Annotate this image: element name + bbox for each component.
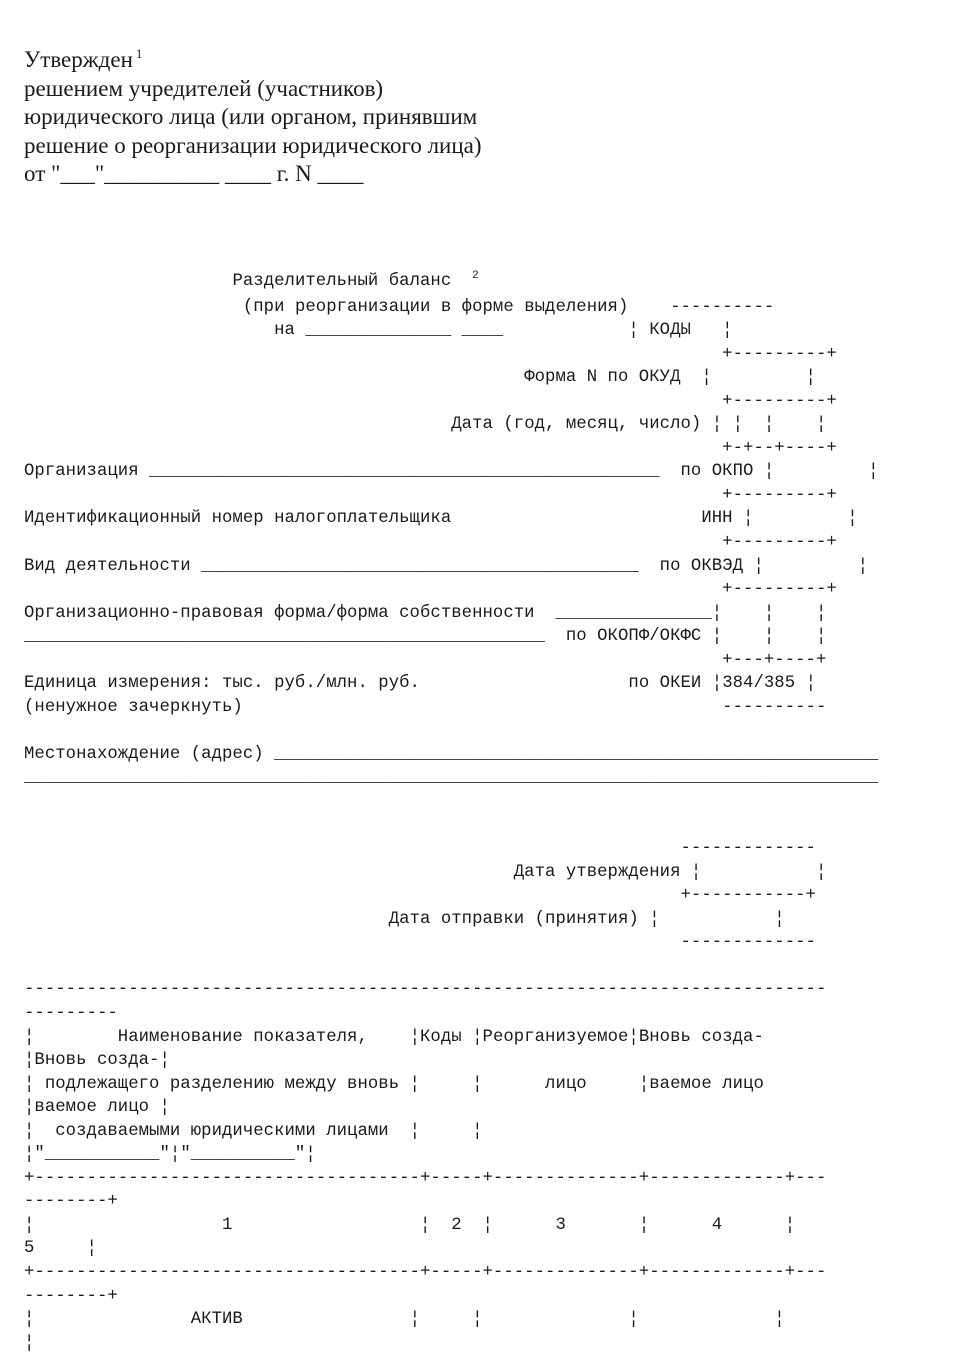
table-col3-line2: лицо bbox=[545, 1074, 587, 1094]
inn-code: ИНН bbox=[701, 509, 733, 529]
table-col5-line1: Вновь созда- bbox=[34, 1051, 160, 1071]
address-blank-2: __________________________________________________________________________________ bbox=[24, 768, 879, 788]
activity-label: Вид деятельности bbox=[24, 556, 191, 576]
activity-blank: __________________________________________ bbox=[201, 556, 639, 576]
opf-blank-2: __________________________________________________ bbox=[24, 627, 546, 647]
approval-line-4: решение о реорганизации юридического лица) bbox=[24, 132, 482, 158]
unit-label: Единица измерения: тыс. руб./млн. руб. bbox=[24, 674, 420, 694]
approval-title-line bbox=[24, 46, 482, 75]
okved-label: по ОКВЭД bbox=[659, 556, 744, 576]
opf-label: Организационно-правовая форма/форма собственности bbox=[24, 603, 535, 623]
form-date-line: на ______________ ____ bbox=[274, 321, 504, 341]
table-date-blank-b: "__________" bbox=[180, 1145, 306, 1165]
okei-value: 384/385 bbox=[722, 674, 796, 694]
table-col2-header: Коды bbox=[420, 1027, 462, 1047]
col-number-5: 5 bbox=[24, 1239, 35, 1259]
table-col4-line2: ваемое лицо bbox=[649, 1074, 764, 1094]
address-blank-1: __________________________________________________________ bbox=[274, 744, 879, 764]
unit-note: (ненужное зачеркнуть) bbox=[24, 697, 243, 717]
address-label: Местонахождение (адрес) bbox=[24, 744, 264, 764]
approval-line-2: решением учредителей (участников) bbox=[24, 75, 384, 101]
table-col4-line1: Вновь созда- bbox=[638, 1027, 764, 1047]
col-number-1: 1 bbox=[222, 1215, 233, 1235]
approval-line-3: юридического лица (или органом, принявшим bbox=[24, 104, 478, 130]
form-title: Разделительный баланс bbox=[232, 272, 452, 291]
section-active: АКТИВ bbox=[190, 1310, 243, 1330]
col-number-4: 4 bbox=[711, 1215, 723, 1235]
approval-block bbox=[24, 46, 482, 189]
approval-date-label: Дата утверждения bbox=[513, 862, 681, 882]
col-number-2: 2 bbox=[451, 1215, 462, 1235]
table-col1-line1: Наименование показателя, bbox=[117, 1027, 368, 1047]
footnote-2: 2 bbox=[472, 270, 479, 282]
inn-label: Идентификационный номер налогоплательщика bbox=[24, 509, 452, 529]
okei-label: по ОКЕИ bbox=[628, 674, 702, 694]
okopf-label: по ОКОПФ/ОКФС bbox=[565, 627, 702, 647]
okud-label: Форма N по ОКУД bbox=[524, 368, 681, 388]
okpo-label: по ОКПО bbox=[680, 462, 754, 482]
form-subtitle: (при реорганизации в форме выделения) bbox=[242, 297, 629, 317]
table-col3-line1: Реорганизуемое bbox=[482, 1027, 629, 1047]
approval-title: Утвержден bbox=[24, 47, 133, 72]
org-blank: _________________________________________________ bbox=[149, 462, 660, 482]
table-col1-line2: подлежащего разделению между вновь bbox=[44, 1074, 400, 1094]
balance-form: Разделительный баланс $^2$ (при реорганизации в форме выделения) ---------- на ______________ ____ ¦ КОДЫ ¦ +---------+ Форма N по ОКУД ¦ ¦ +---------+ Дата (год, месяц, число) ¦ ¦ ¦ ¦ +-+--+----+ Организация _________________________________________________ по ОКПО ¦ ¦ +---------+ Идентификационный номер налогоплательщика ИНН ¦ ¦ +---------+ Вид деятельности __________________________________________ по ОКВЭД ¦ ¦ +---------+ Организационно-правовая форма/форма собственности _______________¦ ¦ ¦ __________________________________________________ по ОКОПФ/ОКФС ¦ ¦ ¦ +---+----+ Единица измерения: тыс. руб./млн. руб. по ОКЕИ ¦384/385 ¦ (ненужное зачеркнуть) ---------- Местонахождение (адрес) __________________________________________________________ __________________________________________________________________________________ ------------- Дата утверждения ¦ ¦ +-----------+ Дата отправки (принятия) ¦ ¦ ------------- ----------------------------------------------------------------------------- --------- ¦ Наименование показателя, ¦Коды ¦Реорганизуемое¦Вновь созда- ¦Вновь созда-¦ ¦ подлежащего разделению между вновь ¦ ¦ лицо ¦ваемое лицо ¦ваемое лицо ¦ ¦ создаваемыми юридическими лицами ¦ ¦ ¦"___________"¦"__________"¦ +-------------------------------------+-----+--------------+-------------+--- --------+ ¦ 1 ¦ 2 ¦ 3 ¦ 4 ¦ 5 ¦ +-------------------------------------+-----+--------------+-------------+--- --------+ ¦ АКТИВ ¦ ¦ ¦ ¦ ¦ bbox=[24, 270, 879, 1353]
col-number-3: 3 bbox=[555, 1215, 566, 1235]
org-label: Организация bbox=[24, 462, 139, 482]
codes-header: КОДЫ bbox=[649, 321, 691, 341]
table-col1-line3: создаваемыми юридическими лицами bbox=[55, 1121, 389, 1141]
send-date-label: Дата отправки (принятия) bbox=[388, 909, 639, 929]
approval-date-line: от "___"__________ ____ г. N ____ bbox=[24, 161, 364, 187]
table-date-blank-a: "___________" bbox=[34, 1145, 170, 1165]
date-label: Дата (год, месяц, число) bbox=[451, 415, 702, 435]
opf-blank-1: _______________ bbox=[555, 603, 712, 623]
table-col5-line2: ваемое лицо bbox=[34, 1098, 150, 1118]
footnote-1: 1 bbox=[135, 46, 143, 61]
